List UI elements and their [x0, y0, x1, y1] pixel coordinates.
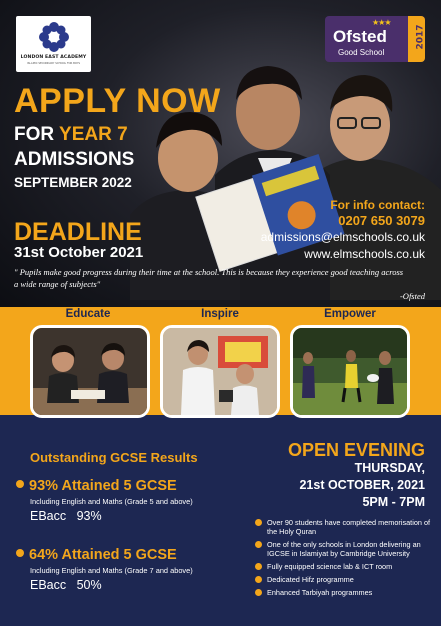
- open-evening-time: 5PM - 7PM: [362, 495, 425, 509]
- ofsted-year: 2017: [415, 24, 425, 50]
- result-ebacc: EBacc 93%: [30, 509, 102, 523]
- list-item: Dedicated Hifz programme: [255, 575, 433, 584]
- pillar-label-educate: Educate: [65, 308, 111, 320]
- gcse-title: Outstanding GCSE Results: [30, 450, 198, 465]
- star-icon: ★★★: [372, 18, 391, 27]
- result-detail: Including English and Maths (Grade 5 and above): [30, 497, 193, 506]
- contact-title: For info contact:: [330, 198, 425, 212]
- ofsted-badge: [325, 16, 425, 62]
- pillar-label-inspire: Inspire: [201, 308, 239, 320]
- school-name: LONDON EAST ACADEMY: [20, 55, 87, 60]
- year-line: [14, 124, 128, 146]
- for-label: FOR: [14, 124, 55, 145]
- inspire-photo: [160, 325, 280, 418]
- bullet-dot-icon: [16, 549, 24, 557]
- school-logo: [16, 16, 91, 72]
- intake-date: SEPTEMBER 2022: [14, 175, 132, 190]
- list-item: Fully equipped science lab & ICT room: [255, 562, 433, 571]
- apply-now-heading: APPLY NOW: [14, 82, 221, 120]
- school-subline: ISLAMIC SECONDARY SCHOOL FOR BOYS: [27, 62, 80, 65]
- bullet-dot-icon: [16, 480, 24, 488]
- empower-photo: [290, 325, 410, 418]
- quote-source: -Ofsted: [399, 291, 425, 301]
- list-item: Enhanced Tarbiyah programmes: [255, 588, 433, 597]
- ofsted-rating: Good School: [338, 48, 385, 57]
- result-detail: Including English and Maths (Grade 7 and above): [30, 566, 193, 575]
- contact-phone[interactable]: 0207 650 3079: [338, 213, 425, 228]
- year-label: YEAR 7: [59, 124, 128, 145]
- open-evening-title: OPEN EVENING: [287, 440, 425, 460]
- deadline-label: DEADLINE: [14, 218, 142, 246]
- result-headline: 93% Attained 5 GCSE: [16, 478, 177, 494]
- deadline-date: 31st October 2021: [14, 244, 144, 261]
- ofsted-quote: " Pupils make good progress during their time at the school. This is because they experience good teaching across a wide range of subjects": [14, 267, 404, 289]
- pillar-label-empower: Empower: [324, 308, 376, 320]
- ofsted-title: Ofsted: [333, 27, 387, 46]
- highlights-list: [255, 518, 433, 601]
- result-ebacc: EBacc 50%: [30, 578, 102, 592]
- contact-email[interactable]: admissions@elmschools.co.uk: [260, 230, 425, 244]
- result-headline: 64% Attained 5 GCSE: [16, 547, 177, 563]
- admissions-heading: ADMISSIONS: [14, 149, 135, 170]
- contact-website[interactable]: www.elmschools.co.uk: [304, 247, 425, 261]
- flower-logo-icon: [38, 21, 70, 53]
- open-evening-day: THURSDAY,: [354, 461, 425, 475]
- list-item: One of the only schools in London delivering an IGCSE in Islamiyat by Cambridge University: [255, 540, 433, 558]
- open-evening-date: 21st OCTOBER, 2021: [299, 478, 425, 492]
- educate-photo: [30, 325, 150, 418]
- list-item: Over 90 students have completed memorisation of the Holy Quran: [255, 518, 433, 536]
